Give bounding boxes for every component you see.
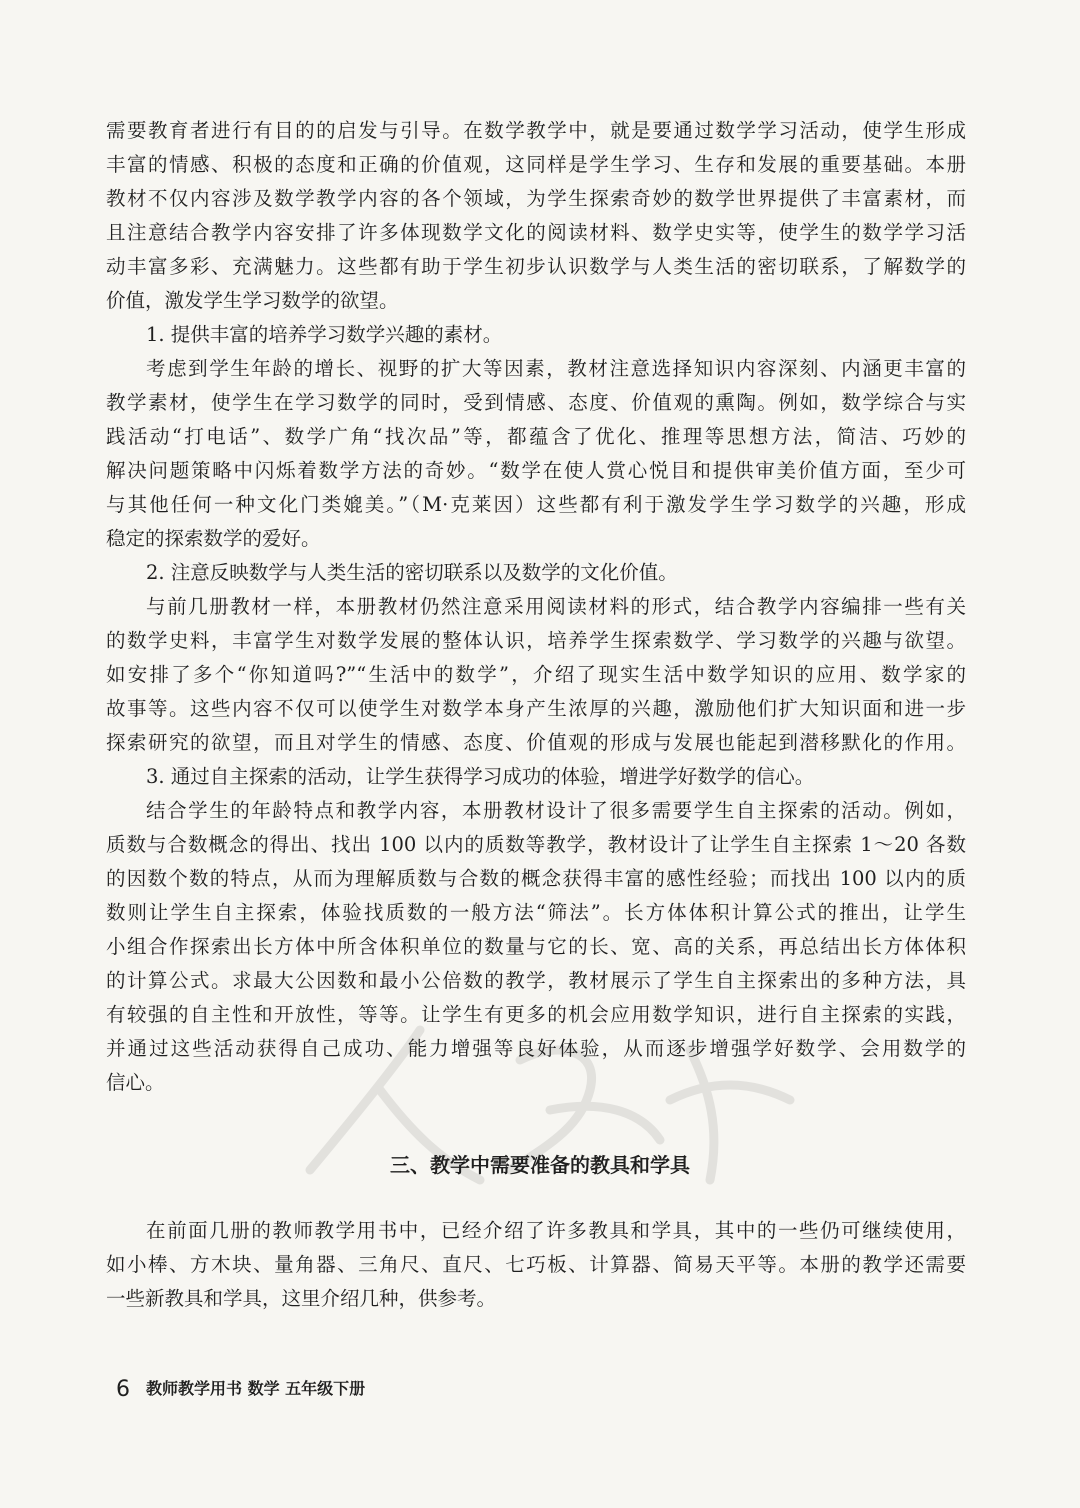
- paragraph-line: 质数与合数概念的得出、找出 100 以内的质数等教学，教材设计了让学生自主探索 1～20 各数: [106, 833, 966, 856]
- paragraph-line: 教材不仅内容涉及数学教学内容的各个领域，为学生探索奇妙的数学世界提供了丰富素材，而: [106, 187, 966, 210]
- paragraph-line: 需要教育者进行有目的的启发与引导。在数学教学中，就是要通过数学学习活动，使学生形成: [106, 119, 966, 142]
- paragraph-line: 且注意结合教学内容安排了许多体现数学文化的阅读材料、数学史实等，使学生的数学学习活: [106, 221, 966, 244]
- book-title: 教师教学用书 数学 五年级下册: [146, 1379, 366, 1398]
- paragraph-line: 丰富的情感、积极的态度和正确的价值观，这同样是学生学习、生存和发展的重要基础。本册: [106, 153, 966, 176]
- paragraph-line: 探索研究的欲望，而且对学生的情感、态度、价值观的形成与发展也能起到潜移默化的作用。: [106, 731, 966, 754]
- page-footer: [116, 1374, 365, 1404]
- paragraph-line: 结合学生的年龄特点和教学内容，本册教材设计了很多需要学生自主探索的活动。例如，: [146, 799, 966, 822]
- paragraph-line: 数则让学生自主探索，体验找质数的一般方法“筛法”。长方体体积计算公式的推出，让学生: [106, 901, 966, 924]
- paragraph-line: 价值，激发学生学习数学的欲望。: [106, 289, 399, 312]
- paragraph-line: 信心。: [106, 1071, 165, 1094]
- section-item-title: 2. 注意反映数学与人类生活的密切联系以及数学的文化价值。: [146, 561, 678, 584]
- paragraph-line: 稳定的探索数学的爱好。: [106, 527, 321, 550]
- paragraph-line: 并通过这些活动获得自己成功、能力增强等良好体验，从而逐步增强学好数学、会用数学的: [106, 1037, 966, 1060]
- paragraph-line: 与前几册教材一样，本册教材仍然注意采用阅读材料的形式，结合教学内容编排一些有关: [146, 595, 966, 618]
- paragraph-line: 考虑到学生年龄的增长、视野的扩大等因素，教材注意选择知识内容深刻、内涵更丰富的: [146, 357, 966, 380]
- section-heading: 三、教学中需要准备的教具和学具: [390, 1153, 690, 1177]
- page-number: 6: [116, 1377, 130, 1402]
- paragraph-line: 在前面几册的教师教学用书中，已经介绍了许多教具和学具，其中的一些仍可继续使用，: [146, 1219, 966, 1242]
- paragraph-line: 践活动“打电话”、数学广角“找次品”等，都蕴含了优化、推理等思想方法，简洁、巧妙的: [106, 425, 966, 448]
- paragraph-line: 一些新教具和学具，这里介绍几种，供参考。: [106, 1287, 497, 1310]
- paragraph-line: 有较强的自主性和开放性，等等。让学生有更多的机会应用数学知识，进行自主探索的实践，: [106, 1003, 966, 1026]
- paragraph-line: 解决问题策略中闪烁着数学方法的奇妙。“数学在使人赏心悦目和提供审美价值方面，至少可: [106, 459, 966, 482]
- paragraph-line: 教学素材，使学生在学习数学的同时，受到情感、态度、价值观的熏陶。例如，数学综合与实: [106, 391, 966, 414]
- paragraph-line: 的计算公式。求最大公因数和最小公倍数的教学，教材展示了学生自主探索出的多种方法，具: [106, 969, 966, 992]
- section-item-title: 1. 提供丰富的培养学习数学兴趣的素材。: [146, 323, 503, 346]
- paragraph-line: 的因数个数的特点，从而为理解质数与合数的概念获得丰富的感性经验；而找出 100 以内的质: [106, 867, 966, 890]
- paragraph-line: 如安排了多个“你知道吗?”“生活中的数学”，介绍了现实生活中数学知识的应用、数学家的: [106, 663, 966, 686]
- paragraph-line: 小组合作探索出长方体中所含体积单位的数量与它的长、宽、高的关系，再总结出长方体体积: [106, 935, 966, 958]
- paragraph-line: 与其他任何一种文化门类媲美。”（M·克莱因）这些都有利于激发学生学习数学的兴趣，形成: [106, 493, 966, 516]
- paragraph-line: 的数学史料，丰富学生对数学发展的整体认识，培养学生探索数学、学习数学的兴趣与欲望。: [106, 629, 966, 652]
- section-item-title: 3. 通过自主探索的活动，让学生获得学习成功的体验，增进学好数学的信心。: [146, 765, 815, 788]
- paragraph-line: 动丰富多彩、充满魅力。这些都有助于学生初步认识数学与人类生活的密切联系，了解数学的: [106, 255, 966, 278]
- paragraph-line: 如小棒、方木块、量角器、三角尺、直尺、七巧板、计算器、简易天平等。本册的教学还需要: [106, 1253, 966, 1276]
- paragraph-line: 故事等。这些内容不仅可以使学生对数学本身产生浓厚的兴趣，激励他们扩大知识面和进一步: [106, 697, 966, 720]
